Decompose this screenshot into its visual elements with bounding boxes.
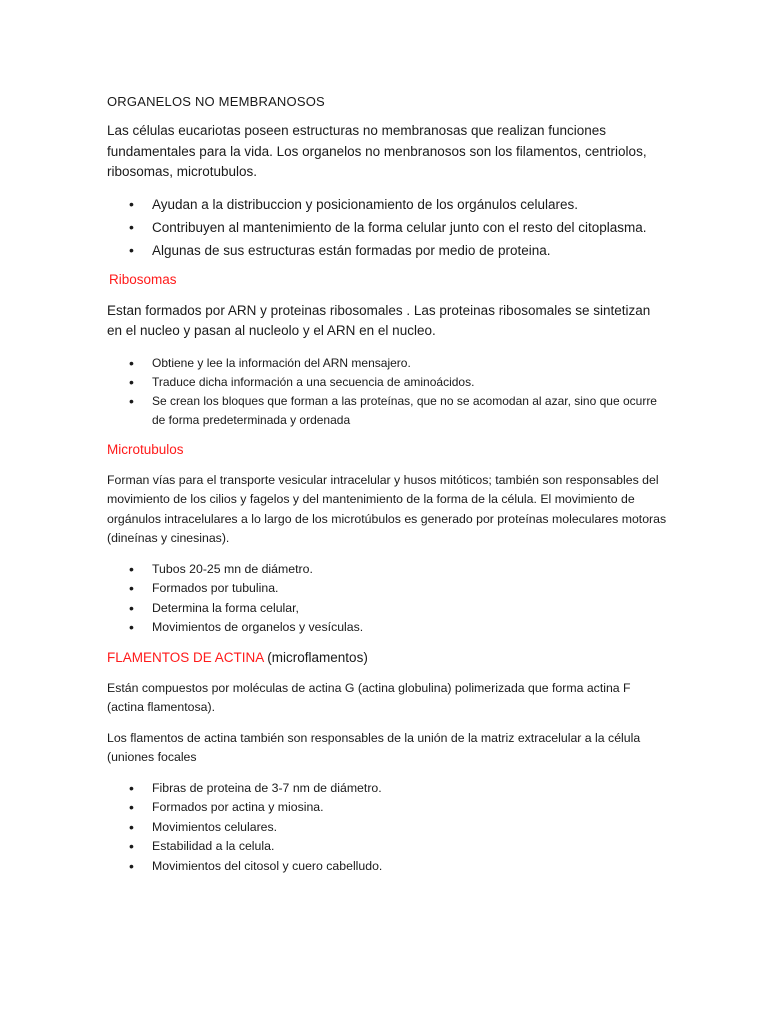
list-item: • Fibras de proteina de 3-7 nm de diámetro. [107, 779, 667, 799]
filamentos-heading-rest: (microflamentos) [263, 649, 368, 665]
list-item: • Movimientos celulares. [107, 818, 667, 838]
list-item: • Tubos 20-25 mn de diámetro. [107, 560, 667, 580]
list-item: • Movimientos de organelos y vesículas. [107, 618, 667, 638]
list-item: • Ayudan a la distribuccion y posicionamiento de los orgánulos celulares. [107, 195, 667, 214]
microtubulos-bullet-list [107, 560, 667, 638]
ribosomas-paragraph: Estan formados por ARN y proteinas ribosomales . Las proteinas ribosomales se sintetizan en el nucleo y pasan al nucleolo y el ARN en el nucleo. [107, 302, 651, 338]
microtubulos-paragraph: Forman vías para el transporte vesicular intracelular y husos mitóticos; también son responsables del movimiento de los cilios y fagelos y del mantenimiento de la forma de la célula. El movimiento de orgánulos intracelulares a lo largo de los microtúbulos es generado por proteínas moleculares motoras (dineínas y cinesinas). [107, 472, 667, 545]
filamentos-bullet-list [107, 779, 667, 877]
filamentos-heading [107, 650, 667, 665]
intro-paragraph: Las células eucariotas poseen estructuras no membranosas que realizan funciones fundamentales para la vida. Los organelos no menbranosos son los filamentos, centriolos, ribosomas, microtubulos. [107, 123, 647, 179]
list-item: • Determina la forma celular, [107, 599, 667, 619]
list-item: • Obtiene y lee la información del ARN mensajero. [107, 354, 667, 373]
list-item: • Contribuyen al mantenimiento de la forma celular junto con el resto del citoplasma. [107, 218, 667, 237]
ribosomas-heading: Ribosomas [109, 271, 177, 287]
list-item: • Algunas de sus estructuras están formadas por medio de proteina. [107, 241, 667, 260]
list-item: • Formados por actina y miosina. [107, 798, 667, 818]
ribosomas-bullet-list [107, 354, 667, 430]
filamentos-paragraph-1: Están compuestos por moléculas de actina G (actina globulina) polimerizada que forma actina F (actina flamentosa). [107, 680, 631, 714]
document-title: ORGANELOS NO MEMBRANOSOS [107, 94, 325, 109]
list-item: • Se crean los bloques que forman a las proteínas, que no se acomodan al azar, sino que ocurre de forma predeterminada y ordenada [107, 392, 667, 430]
list-item: • Estabilidad a la celula. [107, 837, 667, 857]
list-item: • Traduce dicha información a una secuencia de aminoácidos. [107, 373, 667, 392]
microtubulos-heading: Microtubulos [107, 441, 184, 457]
list-item: • Movimientos del citosol y cuero cabelludo. [107, 857, 667, 877]
filamentos-paragraph-2: Los flamentos de actina también son responsables de la unión de la matriz extracelular a la célula (uniones focales [107, 730, 641, 764]
document-body [107, 94, 667, 888]
intro-bullet-list [107, 195, 667, 260]
list-item: • Formados por tubulina. [107, 579, 667, 599]
filamentos-heading-red: FLAMENTOS DE ACTINA [107, 649, 264, 665]
